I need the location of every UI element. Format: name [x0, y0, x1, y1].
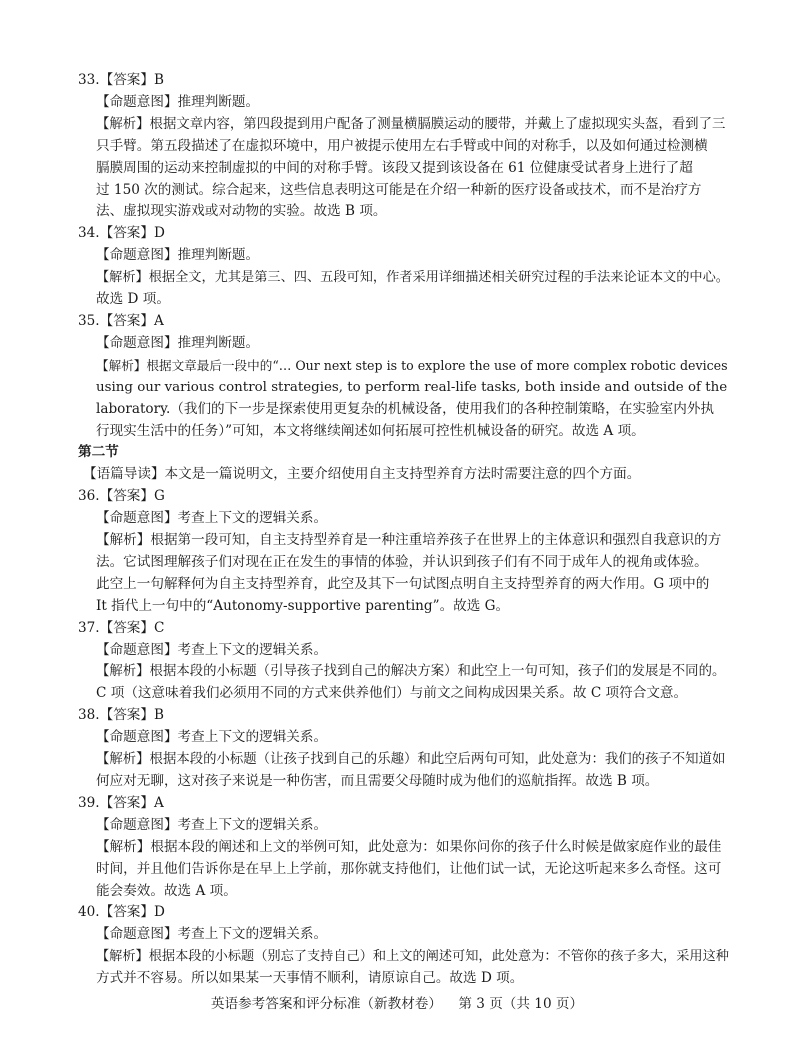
question-35 — [78, 311, 728, 442]
intent-line: 【命题意图】推理判断题。 — [96, 93, 260, 110]
analysis-line: 【解析】根据本段的小标题（引导孩子找到自己的解决方案）和此空上一句可知，孩子们的发展是不同的。 — [96, 664, 726, 680]
intent-line: 【命题意图】推理判断题。 — [96, 334, 260, 351]
footer-title: 英语参考答案和评分标准（新教材卷） — [210, 996, 442, 1012]
analysis-line: 时间，并且他们告诉你是在早上上学前，那你就支持他们，让他们试一试，无论这听起来多么奇怪。这可 — [96, 860, 722, 877]
analysis-line: 此空上一句解释何为自主支持型养育，此空及其下一句试图点明自主支持型养育的两大作用。G 项中的 — [96, 575, 710, 592]
question-36 — [78, 486, 728, 617]
intent-line: 【命题意图】考查上下文的逻辑关系。 — [96, 816, 328, 833]
analysis-line: 膈膜周围的运动来控制虚拟的中间的对称手臂。该段又提到该设备在 61 位健康受试者身上进行了超 — [96, 159, 693, 176]
intent-line: 【命题意图】考查上下文的逻辑关系。 — [96, 926, 328, 943]
analysis-line: using our various control strategies, to perform real-life tasks, both inside and outside of the — [96, 379, 728, 395]
analysis-line: 故选 D 项。 — [96, 291, 170, 308]
answer-line: 39.【答案】A — [78, 794, 164, 811]
analysis-line: laboratory.（我们的下一步是探索使用更复杂的机械设备，使用我们的各种控制策略，在实验室内外执 — [96, 400, 715, 417]
analysis-line: 行现实生活中的任务）”可知，本文将继续阐述如何拓展可控性机械设备的研究。故选 A 项。 — [96, 422, 645, 439]
analysis-line: 只手臂。第五段描述了在虚拟环境中，用户被提示使用左右手臂或中间的对称手，以及如何通过检测横 — [96, 137, 708, 154]
analysis-line: 【解析】根据第一段可知，自主支持型养育是一种注重培养孩子在世界上的主体意识和强烈自我意识的方 — [96, 532, 722, 549]
analysis-line: 过 150 次的测试。综合起来，这些信息表明这可能是在介绍一种新的医疗设备或技术，而不是治疗方 — [96, 181, 702, 198]
page-number: 第 3 页（共 10 页） — [458, 996, 584, 1012]
analysis-line: It 指代上一句中的“Autonomy-supportive parenting”。故选 G。 — [96, 597, 510, 614]
analysis-line: 【解析】根据本段的阐述和上文的举例可知，此处意为：如果你问你的孩子什么时候是做家庭作业的最佳 — [96, 838, 722, 855]
analysis-line: 【解析】根据文章最后一段中的“… Our next step is to explore the use of more complex robotic devices — [96, 357, 728, 373]
question-33 — [78, 70, 728, 223]
analysis-line: 法、虚拟现实游戏或对动物的实验。故选 B 项。 — [96, 203, 387, 220]
question-34 — [78, 223, 728, 311]
answer-line: 37.【答案】C — [78, 619, 165, 636]
answer-line: 36.【答案】G — [78, 488, 165, 505]
answer-line: 35.【答案】A — [78, 312, 164, 329]
question-39 — [78, 793, 728, 903]
question-40 — [78, 902, 728, 990]
analysis-line: 何应对无聊，这对孩子来说是一种伤害，而且需要父母随时成为他们的巡航指挥。故选 B 项。 — [96, 773, 659, 789]
analysis-line: C 项（这意味着我们必须用不同的方式来供养他们）与前文之间构成因果关系。故 C 项符合文意。 — [96, 685, 688, 702]
question-37 — [78, 618, 728, 706]
analysis-line: 【解析】根据本段的小标题（让孩子找到自己的乐趣）和此空后两句可知，此处意为：我们的孩子不知道如 — [96, 752, 726, 768]
answer-line: 34.【答案】D — [78, 225, 165, 242]
analysis-line: 【解析】根据文章内容，第四段提到用户配备了测量横膈膜运动的腰带，并戴上了虚拟现实头盔，看到了三 — [96, 116, 726, 132]
intent-line: 【命题意图】考查上下文的逻辑关系。 — [96, 641, 328, 658]
intent-line: 【命题意图】考查上下文的逻辑关系。 — [96, 729, 328, 746]
answer-line: 38.【答案】B — [78, 707, 164, 724]
answer-line: 40.【答案】D — [78, 904, 165, 921]
page-content — [78, 70, 728, 990]
question-38 — [78, 705, 728, 793]
analysis-line: 方式并不容易。所以如果某一天事情不顺利，请原谅自己。故选 D 项。 — [96, 970, 524, 987]
intent-line: 【命题意图】推理判断题。 — [96, 247, 260, 264]
answer-line: 33.【答案】B — [78, 72, 164, 88]
passage-guide: 【语篇导读】本文是一篇说明文，主要介绍使用自主支持型养育方法时需要注意的四个方面。 — [83, 466, 641, 483]
analysis-line: 【解析】根据全文，尤其是第三、四、五段可知，作者采用详细描述相关研究过程的手法来论证本文的中心。 — [96, 270, 729, 286]
intent-line: 【命题意图】考查上下文的逻辑关系。 — [96, 510, 328, 527]
analysis-line: 法。它试图理解孩子们对现在正在发生的事情的体验，并认识到孩子们有不同于成年人的视角或体验。 — [96, 553, 708, 570]
page-footer — [0, 994, 794, 1014]
analysis-line: 能会奏效。故选 A 项。 — [96, 882, 237, 899]
analysis-line: 【解析】根据本段的小标题（别忘了支持自己）和上文的阐述可知，此处意为：不管你的孩子多大，采用这种 — [96, 949, 729, 965]
section-title: 第二节 — [78, 444, 119, 461]
